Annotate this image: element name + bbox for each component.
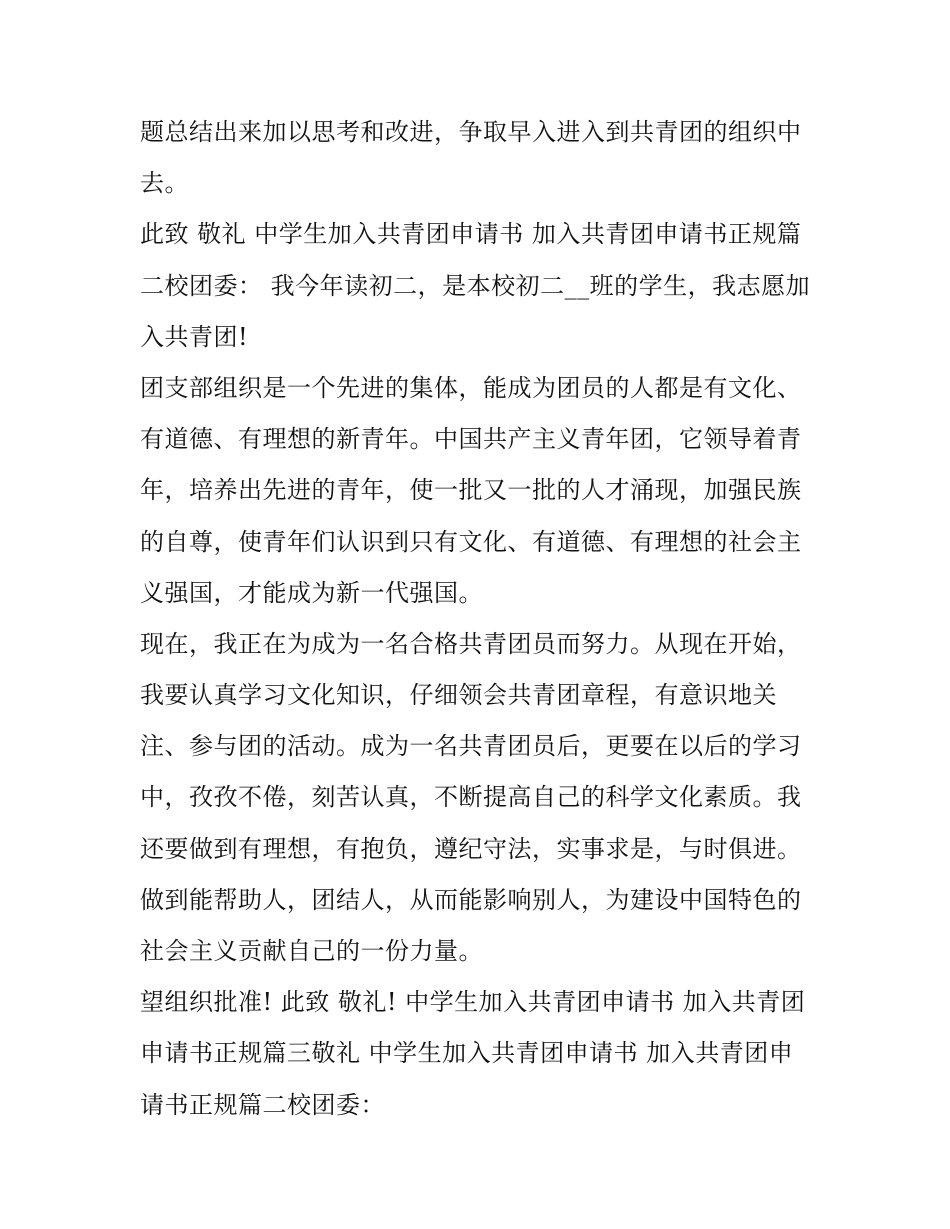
text-line: 现在，我正在为成为一名合格共青团员而努力。从现在开始， <box>140 629 802 658</box>
text-line: 题总结出来加以思考和改进，争取早入进入到共青团的组织中 <box>140 118 802 146</box>
document-body <box>140 107 820 1131</box>
text-line: 申请书正规篇三敬礼 中学生加入共青团申请书 加入共青团申 <box>140 1039 794 1068</box>
text-line: 还要做到有理想，有抱负，遵纪守法，实事求是，与时俱进。 <box>140 834 802 863</box>
text-line: 入共青团! <box>140 322 249 351</box>
text-line: 做到能帮助人，团结人，从而能影响别人，为建设中国特色的 <box>140 885 802 914</box>
text-line: 中，孜孜不倦，刻苦认真，不断提高自己的科学文化素质。我 <box>140 783 802 812</box>
text-line: 年，培养出先进的青年，使一批又一批的人才涌现，加强民族 <box>140 476 802 505</box>
text-line: 注、参与团的活动。成为一名共青团员后，更要在以后的学习 <box>140 732 802 761</box>
text-line: 请书正规篇二校团委： <box>140 1090 385 1119</box>
text-line: 团支部组织是一个先进的集体，能成为团员的人都是有文化、 <box>140 373 802 402</box>
text-line: 的自尊，使青年们认识到只有文化、有道德、有理想的社会主 <box>140 527 802 556</box>
text-line: 有道德、有理想的新青年。中国共产主义青年团，它领导着青 <box>140 425 802 454</box>
text-line: 此致 敬礼 中学生加入共青团申请书 加入共青团申请书正规篇 <box>140 220 802 249</box>
text-line: 望组织批准! 此致 敬礼! 中学生加入共青团申请书 加入共青团 <box>140 988 806 1017</box>
text-line: 社会主义贡献自己的一份力量。 <box>140 937 483 965</box>
text-line: 我要认真学习文化知识，仔细领会共青团章程，有意识地关 <box>140 681 777 710</box>
text-line: 义强国，才能成为新一代强国。 <box>140 578 483 607</box>
text-line: 二校团委： 我今年读初二，是本校初二__班的学生，我志愿加 <box>140 271 811 300</box>
text-line: 去。 <box>140 169 189 198</box>
